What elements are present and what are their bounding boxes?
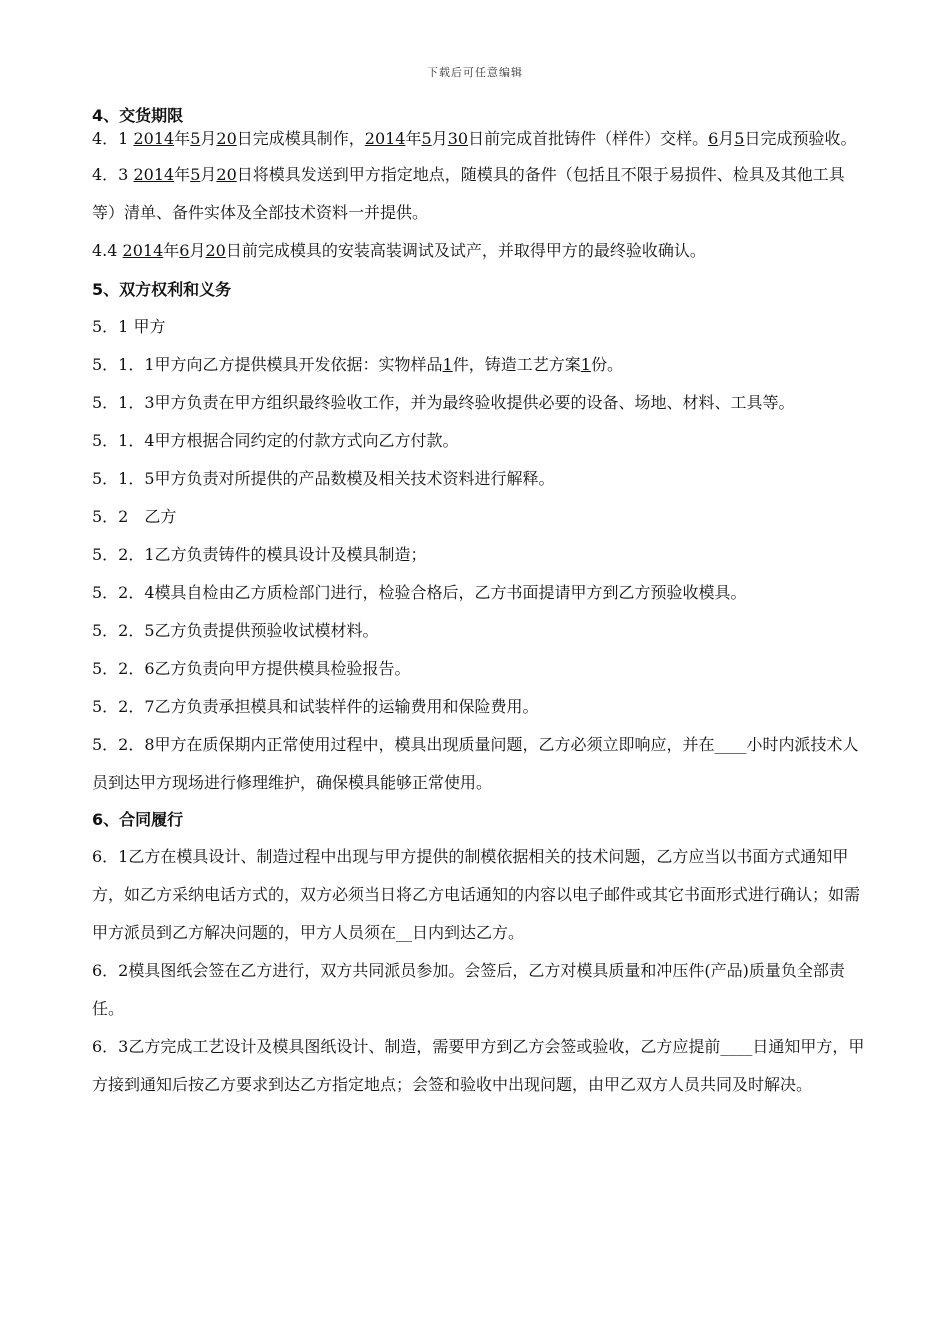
document-body: [92, 104, 867, 1104]
clause-number: 4.4: [92, 241, 123, 260]
text-fragment: 小时内派技术人员到达甲方现场进行修理维护，确保模具能够正常使用。: [92, 735, 859, 792]
text-fragment: 6．3乙方完成工艺设计及模具图纸设计、制造，需要甲方到乙方会签或验收，乙方应提前: [92, 1037, 721, 1056]
clause-5-1-4: 5．1．4甲方根据合同约定的付款方式向乙方付款。: [92, 431, 459, 450]
header-note: 下载后可任意编辑: [427, 66, 523, 79]
fill-in-blank: __: [396, 923, 413, 942]
text-fragment: 月: [718, 129, 735, 148]
text-fragment: 6．1乙方在模具设计、制造过程中出现与甲方提供的制模依据相关的技术问题，乙方应当以书面方式通知甲方，如乙方采纳电话方式的，双方必须当日将乙方电话通知的内容以电子邮件或其它书面形式进行确认；如需甲方派员到乙方解决问题的，甲方人员须在: [92, 847, 861, 942]
fill-in-blank: ____: [720, 1037, 753, 1056]
text-fragment: 月: [189, 241, 206, 260]
clause-5-2: 5．2 乙方: [92, 507, 177, 526]
quantity-value: 1: [442, 355, 453, 374]
date-month: 5: [190, 129, 201, 148]
text-fragment: 份。: [590, 355, 623, 374]
clause-5-2-6: 5．2．6乙方负责向甲方提供模具检验报告。: [92, 659, 411, 678]
clause-5-1-5: 5．1．5甲方负责对所提供的产品数模及相关技术资料进行解释。: [92, 469, 555, 488]
clause-number: 4．3: [92, 165, 134, 184]
text-fragment: 月: [200, 165, 217, 184]
section-6-heading: 6、合同履行: [92, 810, 184, 829]
date-year: 2014: [133, 129, 175, 148]
text-fragment: 5．2．8甲方在质保期内正常使用过程中，模具出现质量问题，乙方必须立即响应，并在: [92, 735, 715, 754]
text-fragment: 日内到达乙方。: [412, 923, 525, 942]
text-fragment: 年: [163, 241, 180, 260]
date-day: 20: [216, 129, 237, 148]
date-year: 2014: [122, 241, 164, 260]
text-fragment: 日通知甲方，甲方接到通知后按乙方要求到达乙方指定地点；会签和验收中出现问题，由甲乙双方人员共同及时解决。: [92, 1037, 865, 1094]
clause-5-2-5: 5．2．5乙方负责提供预验收试模材料。: [92, 621, 379, 640]
date-day: 20: [216, 165, 237, 184]
section-5-heading: 5、双方权利和义务: [92, 280, 232, 299]
quantity-value: 1: [580, 355, 591, 374]
clause-number: 4．1: [92, 129, 134, 148]
clause-4-3: [92, 156, 867, 232]
date-day: 30: [447, 129, 469, 148]
date-month: 5: [421, 129, 432, 148]
clause-5-2-4: 5．2．4模具自检由乙方质检部门进行，检验合格后，乙方书面提请甲方到乙方预验收模具。: [92, 583, 747, 602]
text-fragment: 年: [174, 165, 191, 184]
date-year: 2014: [133, 165, 175, 184]
text-fragment: 5．1．1甲方向乙方提供模具开发依据：实物样品: [92, 355, 443, 374]
fill-in-blank: ____: [714, 735, 747, 754]
text-fragment: 日前完成首批铸件（样件）交样。: [468, 129, 709, 148]
clause-4-4: [92, 232, 867, 270]
text-fragment: 月: [431, 129, 448, 148]
date-month: 6: [179, 241, 190, 260]
text-fragment: 日完成预验收。: [744, 129, 857, 148]
date-day: 20: [205, 241, 226, 260]
clause-6-1: [92, 838, 867, 952]
text-fragment: 日前完成模具的安装高装调试及试产，并取得甲方的最终验收确认。: [225, 241, 706, 260]
date-year: 2014: [364, 129, 406, 148]
text-fragment: 月: [200, 129, 217, 148]
clause-5-1-1: [92, 346, 867, 384]
text-fragment: 日完成模具制作，: [236, 129, 365, 148]
clause-5-2-8: [92, 726, 867, 802]
clause-6-3: [92, 1028, 867, 1104]
date-month: 5: [190, 165, 201, 184]
text-fragment: 件，铸造工艺方案: [452, 355, 581, 374]
clause-6-2: 6．2模具图纸会签在乙方进行，双方共同派员参加。会签后，乙方对模具质量和冲压件(产品)质量负全部责任。: [92, 961, 845, 1018]
clause-5-1-3: 5．1．3甲方负责在甲方组织最终验收工作，并为最终验收提供必要的设备、场地、材料、工具等。: [92, 393, 795, 412]
text-fragment: 日将模具发送到甲方指定地点，随模具的备件（包括且不限于易损件、检具及其他工具等）清单、备件实体及全部技术资料一并提供。: [92, 165, 845, 222]
clause-5-2-7: 5．2．7乙方负责承担模具和试装样件的运输费用和保险费用。: [92, 697, 539, 716]
section-4-heading: 4、交货期限: [92, 106, 184, 125]
date-month: 6: [708, 129, 719, 148]
date-day: 5: [734, 129, 745, 148]
clause-4-1: [92, 128, 867, 150]
text-fragment: 年: [405, 129, 422, 148]
clause-5-2-1: 5．2．1乙方负责铸件的模具设计及模具制造；: [92, 545, 427, 564]
text-fragment: 年: [174, 129, 191, 148]
clause-5-1: 5．1 甲方: [92, 317, 166, 336]
